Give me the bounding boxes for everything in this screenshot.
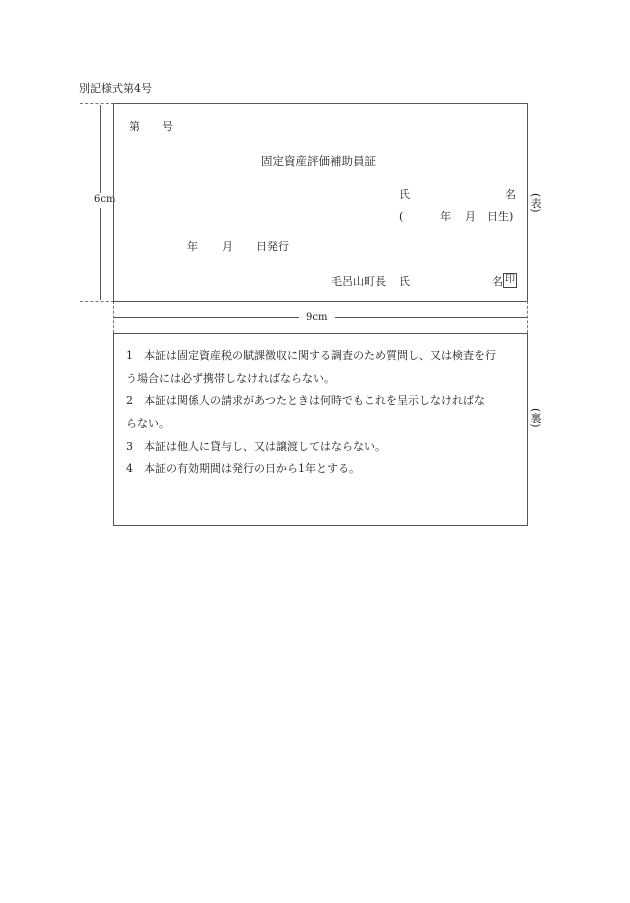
birth-month-label: 月	[465, 210, 476, 223]
name-label-2: 名	[505, 188, 516, 201]
birth-open-paren: (	[399, 210, 404, 223]
dimension-line-horizontal-left	[114, 317, 299, 318]
dimension-guide-top	[80, 103, 114, 104]
back-line-1: 1 本証は固定資産税の賦課徴収に関する調査のため質問し、又は検査を行	[126, 349, 496, 362]
name-label: 氏	[399, 188, 410, 201]
back-card	[113, 333, 528, 526]
dimension-guide-bottom	[80, 301, 114, 302]
back-side-label: (裏)	[529, 408, 542, 428]
back-line-4: らない。	[126, 417, 170, 430]
issuer-name-label-2: 名	[492, 275, 503, 288]
back-line-2: う場合には必ず携帯しなければならない。	[126, 372, 335, 385]
dimension-line-horizontal-right	[335, 317, 527, 318]
seal-box: 印	[503, 273, 517, 288]
dimension-line-vertical-upper	[100, 105, 101, 193]
back-line-5: 3 本証は他人に貸与し、又は譲渡してはならない。	[126, 440, 386, 453]
birth-day-label: 日生)	[487, 210, 514, 223]
back-line-3: 2 本証は関係人の請求があつたときは何時でもこれを呈示しなければな	[126, 394, 485, 407]
issuer-title: 毛呂山町長	[331, 275, 386, 288]
number-label: 第 号	[129, 120, 173, 133]
width-dimension-label: 9cm	[306, 312, 328, 323]
issue-day-label: 日発行	[256, 240, 289, 253]
front-side-label: (表)	[529, 193, 542, 213]
birth-year-label: 年	[440, 210, 451, 223]
back-line-6: 4 本証の有効期間は発行の日から1年とする。	[126, 462, 360, 475]
height-dimension-label: 6cm	[94, 194, 116, 205]
front-card	[113, 103, 528, 302]
issuer-name-label: 氏	[399, 275, 410, 288]
dimension-guide-right	[527, 301, 528, 333]
issue-month-label: 月	[222, 240, 233, 253]
form-label: 別記様式第4号	[79, 82, 152, 95]
issue-year-label: 年	[187, 240, 198, 253]
card-title: 固定資産評価補助員証	[261, 154, 376, 168]
dimension-line-vertical-lower	[100, 208, 101, 300]
